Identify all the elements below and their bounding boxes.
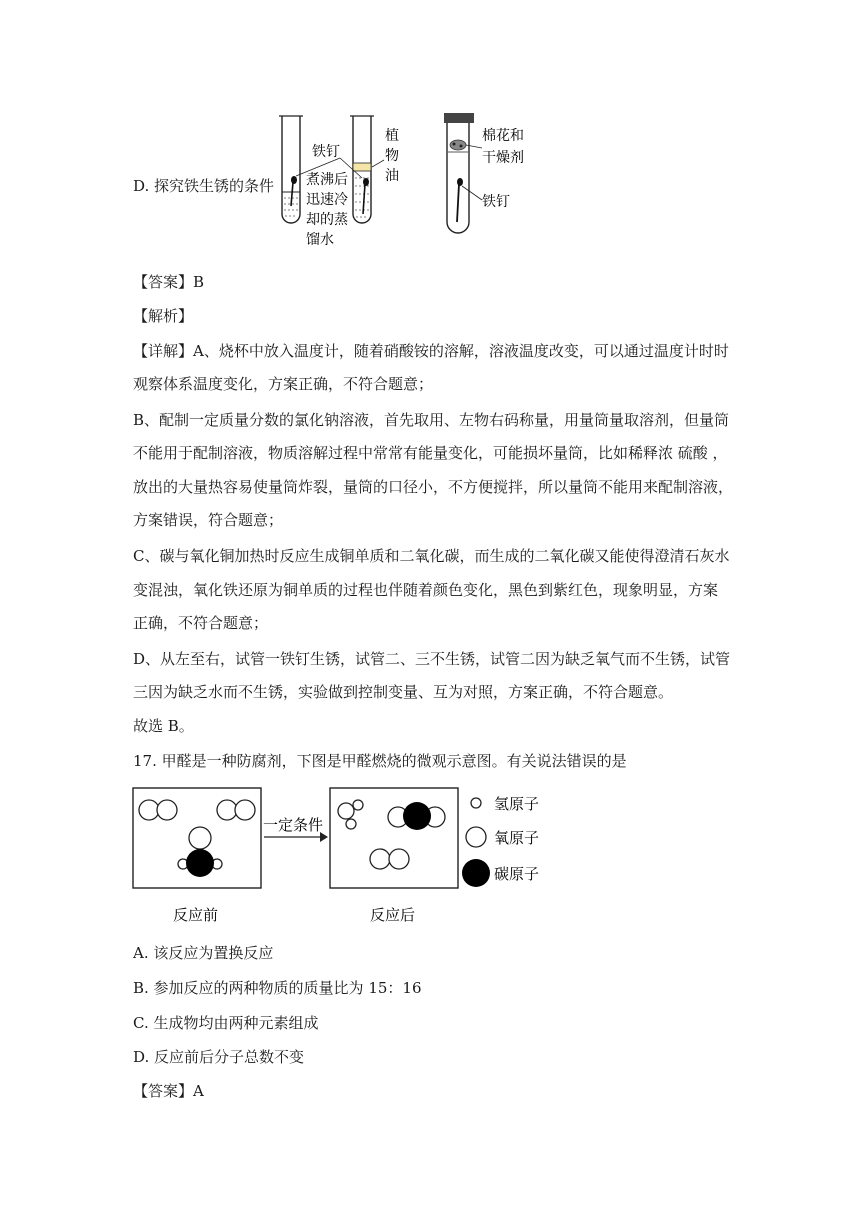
explanation-line: 三因为缺乏水而不生锈，实验做到控制变量、互为对照，方案正确，不符合题意。 [133,683,674,701]
label-cotton-1: 棉花和 [482,128,524,144]
question-17-stem: 17. 甲醛是一种防腐剂，下图是甲醛燃烧的微观示意图。有关说法错误的是 [133,752,627,770]
explanation-line: D、从左至右，试管一铁钉生锈，试管二、三不生锈，试管二因为缺乏氧气而不生锈，试管 [133,650,731,668]
label-boiled-1: 煮沸后 [306,172,348,188]
before-label: 反应前 [173,906,219,924]
explanation-line: 不能用于配制溶液，物质溶解过程中常常有能量变化，可能损坏量筒，比如稀释浓 硫酸 ， [133,444,728,462]
legend-hydrogen: 氢原子 [494,795,540,813]
explanation-line: 【详解】A、烧杯中放入温度计，随着硝酸铵的溶解，溶液温度改变，可以通过温度计时时 [133,342,729,360]
label-boiled-4: 馏水 [306,232,334,248]
label-boiled-2: 迅速冷 [306,192,348,208]
legend-oxygen: 氧原子 [494,829,540,847]
option-d-q16: D. 探究铁生锈的条件 [133,177,275,195]
formaldehyde-combustion-diagram [130,785,550,930]
label-oil-3: 油 [385,168,399,184]
test-tube-1 [279,116,303,223]
explanation-line: 正确，不符合题意； [133,614,269,632]
option-b-q17: B. 参加反应的两种物质的质量比为 15：16 [133,979,422,997]
answer-q17: 【答案】A [133,1082,204,1100]
option-d-q17: D. 反应前后分子总数不变 [133,1048,305,1066]
option-c-q17: C. 生成物均由两种元素组成 [133,1014,319,1032]
test-tube-3 [444,113,474,233]
explanation-line: 故选 B。 [133,717,194,735]
explanation-line: 放出的大量热容易使量筒炸裂，量筒的口径小，不方便搅拌，所以量筒不能用来配制溶液， [133,478,734,496]
explanation-line: 变混浊，氧化铁还原为铜单质的过程也伴随着颜色变化，黑色到紫红色，现象明显，方案 [133,581,719,599]
label-cotton-2: 干燥剂 [482,150,524,166]
rusting-experiment-figure [276,110,536,260]
analysis-heading: 【解析】 [133,307,194,325]
legend-carbon: 碳原子 [494,865,540,883]
explanation-line: C、碳与氧化铜加热时反应生成铜单质和二氧化碳，而生成的二氧化碳又能使得澄清石灰水 [133,547,730,565]
option-a-q17: A. 该反应为置换反应 [133,944,274,962]
label-nail-left: 铁钉 [312,144,340,160]
arrow-label: 一定条件 [263,816,324,834]
test-tube-2 [350,116,374,223]
label-oil-1: 植 [385,128,399,144]
label-nail-right: 铁钉 [482,194,510,210]
explanation-line: 观察体系温度变化，方案正确，不符合题意； [133,375,434,393]
answer-q16: 【答案】B [133,273,205,291]
explanation-line: B、配制一定质量分数的氯化钠溶液，首先取用、左物右码称量，用量筒量取溶剂，但量筒 [133,411,730,429]
label-boiled-3: 却的蒸 [306,212,348,228]
explanation-line: 方案错误，符合题意； [133,511,284,529]
label-oil-2: 物 [385,148,399,164]
after-label: 反应后 [370,906,416,924]
